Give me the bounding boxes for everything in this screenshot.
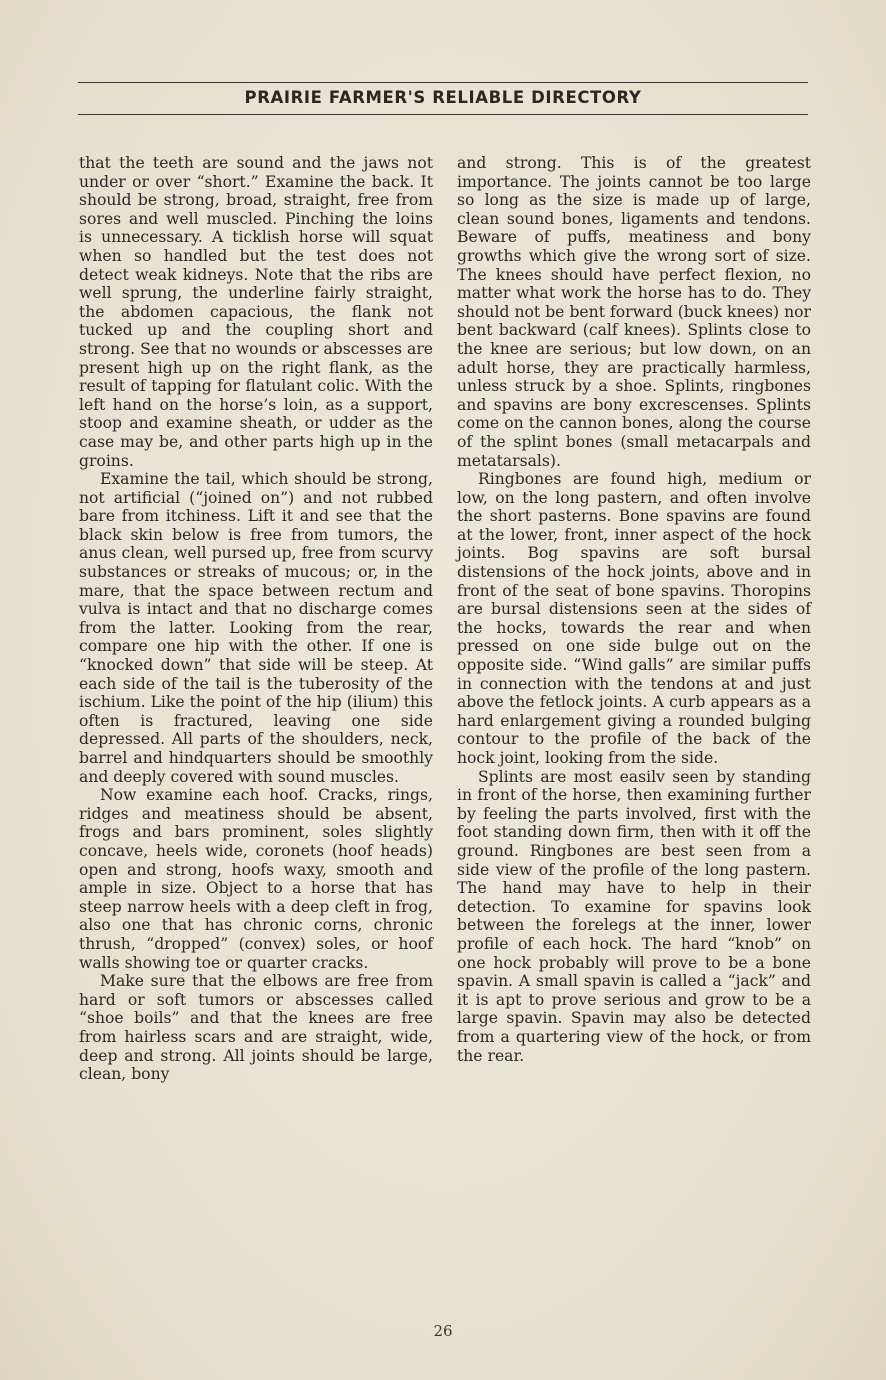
paragraph: Make sure that the elbows are free from hard or soft tumors or abscesses called “shoe boils” and that the knees are free from hairless scars and are straight, wide, deep and strong. All joints should be large, clean, bony xyxy=(79,972,433,1084)
paragraph: Splints are most easilv seen by standing in front of the horse, then examining further by feeling the parts involved, first with the foot standing down firm, then with it off the ground. Ringbones are best seen from a side view of the profile of the long pastern. The hand may have to help in their detection. To examine for spavins look between the forelegs at the inner, lower profile of each hock. The hard “knob” on one hock probably will prove to be a bone spavin. A small spavin is called a “jack” and it is apt to prove serious and grow to be a large spavin. Spavin may also be detected from a quartering view of the hock, or from the rear. xyxy=(457,767,811,1065)
paragraph: that the teeth are sound and the jaws not under or over “short.” Examine the back. It should be strong, broad, straight, free from sores and well muscled. Pinching the loins is unnecessary. A ticklish horse will squat when so handled but the test does not detect weak kidneys. Note that the ribs are well sprung, the underline fairly straight, the abdomen capacious, the flank not tucked up and the coupling short and strong. See that no wounds or abscesses are present high up on the right flank, as the result of tapping for flatulant colic. With the left hand on the horse’s loin, as a support, stoop and examine sheath, or udder as the case may be, and other parts high up in the groins. xyxy=(79,154,433,470)
paragraph: Ringbones are found high, medium or low, on the long pastern, and often involve the short pasterns. Bone spavins are found at the lower, front, inner aspect of the hock joints. Bog spavins are soft bursal distensions of the hock joints, above and in front of the seat of bone spavins. Thoropins are bursal distensions seen at the sides of the hocks, towards the rear and when pressed on one side bulge out on the opposite side. “Wind galls” are similar puffs in connection with the tendons at and just above the fetlock joints. A curb appears as a hard enlargement giving a rounded bulging contour to the profile of the back of the hock joint, looking from the side. xyxy=(457,470,811,767)
page-number: 26 xyxy=(433,1322,453,1340)
header-rule-bottom xyxy=(78,114,808,115)
paragraph: and strong. This is of the greatest importance. The joints cannot be too large so long as the size is made up of large, clean sound bones, ligaments and tendons. Beware of puffs, meatiness and bony growths which give the wrong sort of size. The knees should have perfect flexion, no matter what work the horse has to do. They should not be bent forward (buck knees) nor bent backward (calf knees). Splints close to the knee are serious; but low down, on an adult horse, they are practically harmless, unless struck by a shoe. Splints, ringbones and spavins are bony excrescenses. Splints come on the cannon bones, along the course of the splint bones (small metacarpals and metatarsals). xyxy=(457,154,811,470)
paragraph: Examine the tail, which should be strong, not artificial (“joined on”) and not rubbed bare from itchiness. Lift it and see that the black skin below is free from tumors, the anus clean, well pursed up, free from scurvy substances or streaks of mucous; or, in the mare, that the space between rectum and vulva is intact and that no discharge comes from the latter. Looking from the rear, compare one hip with the other. If one is “knocked down” that side will be steep. At each side of the tail is the tuberosity of the ischium. Like the point of the hip (ilium) this often is fractured, leaving one side depressed. All parts of the shoulders, neck, barrel and hindquarters should be smoothly and deeply covered with sound muscles. xyxy=(79,470,433,786)
header-rule-top xyxy=(78,82,808,83)
right-column xyxy=(457,154,811,1065)
paragraph: Now examine each hoof. Cracks, rings, ridges and meatiness should be absent, frogs and bars prominent, soles slightly concave, heels wide, coronets (hoof heads) open and strong, hoofs waxy, smooth and ample in size. Object to a horse that has steep narrow heels with a deep cleft in frog, also one that has chronic corns, chronic thrush, “dropped” (convex) soles, or hoof walls showing toe or quarter cracks. xyxy=(79,786,433,972)
running-header: PRAIRIE FARMER'S RELIABLE DIRECTORY xyxy=(244,88,642,107)
left-column xyxy=(79,154,433,1084)
